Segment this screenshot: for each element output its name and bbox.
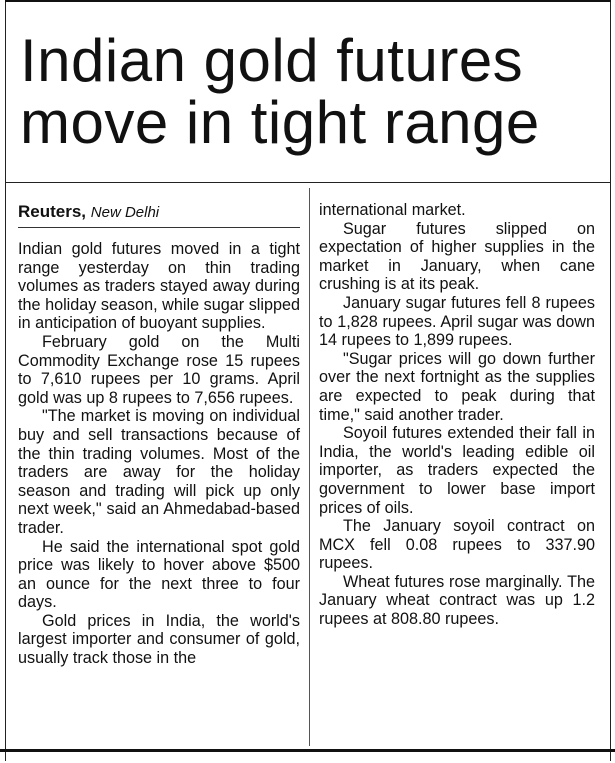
byline-location: New Delhi <box>90 204 160 221</box>
paragraph: He said the international spot gold price was likely to hover above $500 an ounce for the next three to four days. <box>18 537 300 612</box>
paragraph: "Sugar prices will go down further over the next fortnight as the supplies are expected to peak during that time," said another trader. <box>319 349 595 424</box>
paragraph: Soyoil futures extended their fall in India, the world's leading edible oil importer, as traders expected the government to lower base import prices of oils. <box>319 424 595 517</box>
paragraph: The January soyoil contract on MCX fell 0.08 rupees to 337.90 rupees. <box>319 517 595 573</box>
paragraph: February gold on the Multi Commodity Exchange rose 15 rupees to 7,610 rupees per 10 grams. April gold was up 8 rupees to 7,656 rupees. <box>18 332 300 407</box>
headline-line-1: Indian gold futures <box>20 27 524 94</box>
headline <box>20 27 600 156</box>
paragraph: Sugar futures slipped on expectation of higher supplies in the market in January, when cane crushing is at its peak. <box>319 219 595 294</box>
byline-underline <box>18 227 300 228</box>
headline-divider <box>5 182 611 183</box>
paragraph: Indian gold futures moved in a tight range yesterday on thin trading volumes as traders stayed away during the holiday season, while sugar slipped in anticipation of buoyant supplies. <box>18 240 300 333</box>
headline-line-2: move in tight range <box>20 89 540 156</box>
paragraph: "The market is moving on individual buy and sell transactions because of the thin trading volumes. Most of the traders are away for the holiday season and trading will pick up only next week," said an Ahmedabad-based trader. <box>18 407 300 537</box>
paragraph: Gold prices in India, the world's largest importer and consumer of gold, usually track those in the <box>18 611 300 668</box>
byline <box>18 202 300 223</box>
paragraph: international market. <box>319 201 466 219</box>
top-rule <box>5 0 611 2</box>
paragraph: January sugar futures fell 8 rupees to 1,828 rupees. April sugar was down 14 rupees to 1,899 rupees. <box>319 293 595 350</box>
paragraph: Wheat futures rose marginally. The January wheat contract was up 1.2 rupees at 808.80 rupees. <box>319 572 595 629</box>
article-column-left <box>18 240 300 668</box>
bottom-rule <box>0 749 615 752</box>
article-column-right <box>319 201 595 629</box>
column-divider <box>309 188 310 746</box>
byline-agency: Reuters, <box>18 202 87 221</box>
